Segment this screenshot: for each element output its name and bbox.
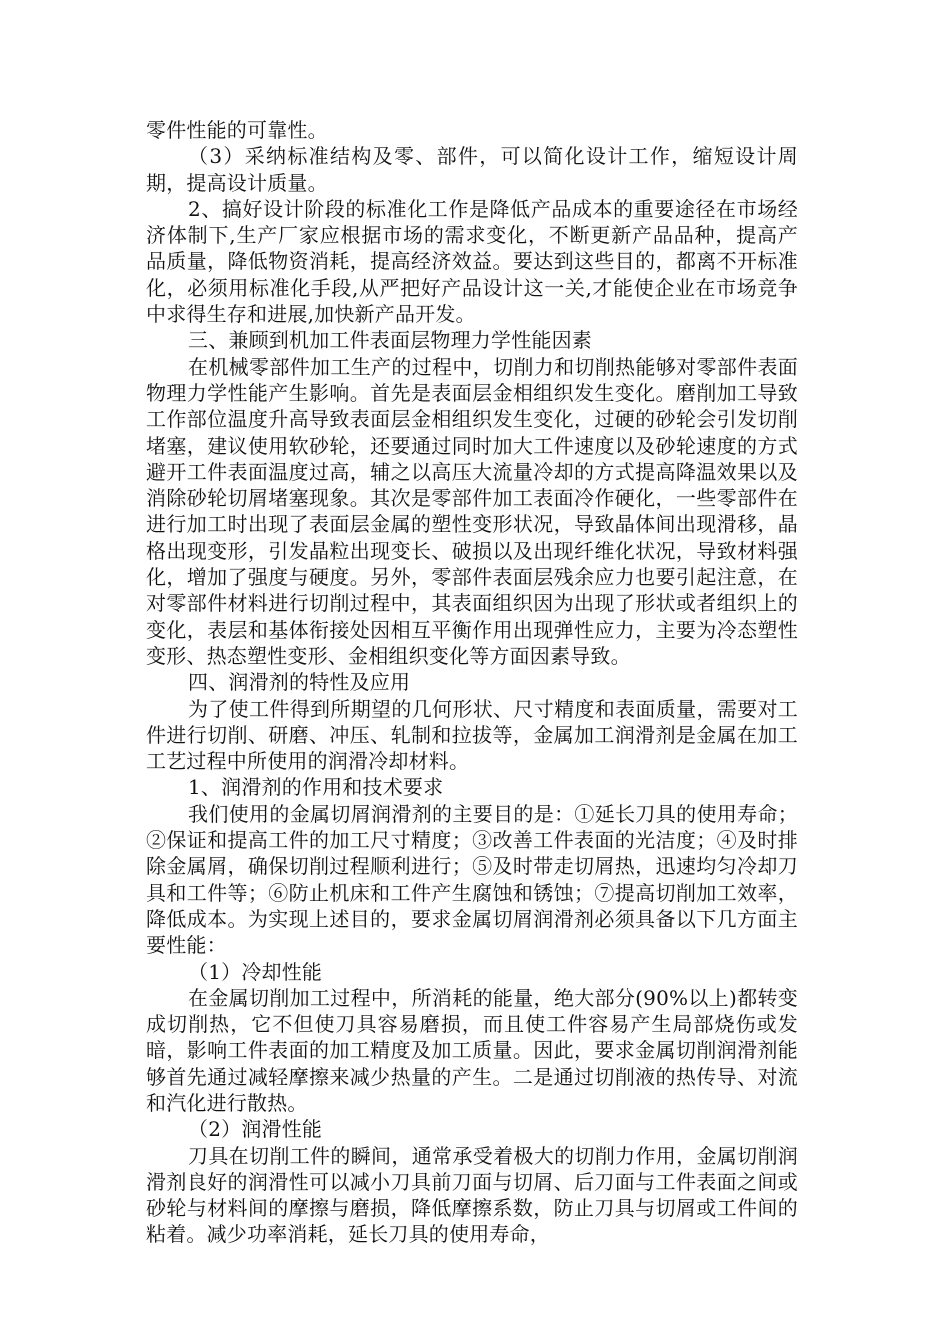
paragraph-lubrication: 刀具在切削工件的瞬间，通常承受着极大的切削力作用，金属切削润滑剂良好的润滑性可以减小刀具前刀面与切屑、后刀面与工件表面之间或砂轮与材料间的摩擦与磨损，降低摩擦系数，防止刀具与切屑或工件间的粘着。减少功率消耗，延长刀具的使用寿命， [146,1143,798,1247]
section-heading-4: 四、润滑剂的特性及应用 [188,670,411,695]
subsection-heading-cooling: （1）冷却性能 [188,959,323,984]
paragraph-standard-structure: （3）采纳标准结构及零、部件，可以简化设计工作，缩短设计周期，提高设计质量。 [146,144,798,195]
document-body [146,117,798,1248]
section-heading-3: 三、兼顾到机加工件表面层物理力学性能因素 [188,328,592,353]
paragraph-continuation: 零件性能的可靠性。 [146,118,328,142]
subsection-heading-lubrication: （2）润滑性能 [188,1117,323,1142]
subsection-heading-1: 1、润滑剂的作用和技术要求 [188,775,444,800]
paragraph-lubricant-intro: 为了使工件得到所期望的几何形状、尺寸精度和表面质量，需要对工件进行切削、研磨、冲压、轧制和拉拔等，金属加工润滑剂是金属在加工工艺过程中所使用的润滑冷却材料。 [146,696,798,774]
paragraph-surface-properties: 在机械零部件加工生产的过程中，切削力和切削热能够对零部件表面物理力学性能产生影响。首先是表面层金相组织发生变化。磨削加工导致工作部位温度升高导致表面层金相组织发生变化，过硬的砂轮会引发切削堵塞，建议使用软砂轮，还要通过同时加大工件速度以及砂轮速度的方式避开工件表面温度过高，辅之以高压大流量冷却的方式提高降温效果以及消除砂轮切屑堵塞现象。其次是零部件加工表面冷作硬化，一些零部件在进行加工时出现了表面层金属的塑性变形状况，导致晶体间出现滑移，晶格出现变形，引发晶粒出现变长、破损以及出现纤维化状况，导致材料强化，增加了强度与硬度。另外，零部件表面层残余应力也要引起注意，在对零部件材料进行切削过程中，其表面组织因为出现了形状或者组织上的变化，表层和基体衔接处因相互平衡作用出现弹性应力，主要为冷态塑性变形、热态塑性变形、金相组织变化等方面因素导致。 [146,354,798,668]
paragraph-design-standardization: 2、搞好设计阶段的标准化工作是降低产品成本的重要途径在市场经济体制下,生产厂家应根据市场的需求变化，不断更新产品品种，提高产品质量，降低物资消耗，提高经济效益。要达到这些目的，都离不开标准化，必须用标准化手段,从严把好产品设计这一关,才能使企业在市场竞争中求得生存和进展,加快新产品开发。 [146,196,798,327]
paragraph-lubricant-purpose: 我们使用的金属切屑润滑剂的主要目的是：①延长刀具的使用寿命；②保证和提高工件的加工尺寸精度；③改善工件表面的光洁度；④及时排除金属屑，确保切削过程顺利进行；⑤及时带走切屑热，迅速均匀冷却刀具和工件等；⑥防止机床和工件产生腐蚀和锈蚀；⑦提高切削加工效率，降低成本。为实现上述目的，要求金属切屑润滑剂必须具备以下几方面主要性能： [146,801,798,958]
paragraph-cooling: 在金属切削加工过程中，所消耗的能量，绝大部分(90%以上)都转变成切削热，它不但使刀具容易磨损，而且使工件容易产生局部烧伤或发暗，影响工件表面的加工精度及加工质量。因此，要求金属切削润滑剂能够首先通过减轻摩擦来减少热量的产生。二是通过切削液的热传导、对流和汽化进行散热。 [146,985,798,1115]
